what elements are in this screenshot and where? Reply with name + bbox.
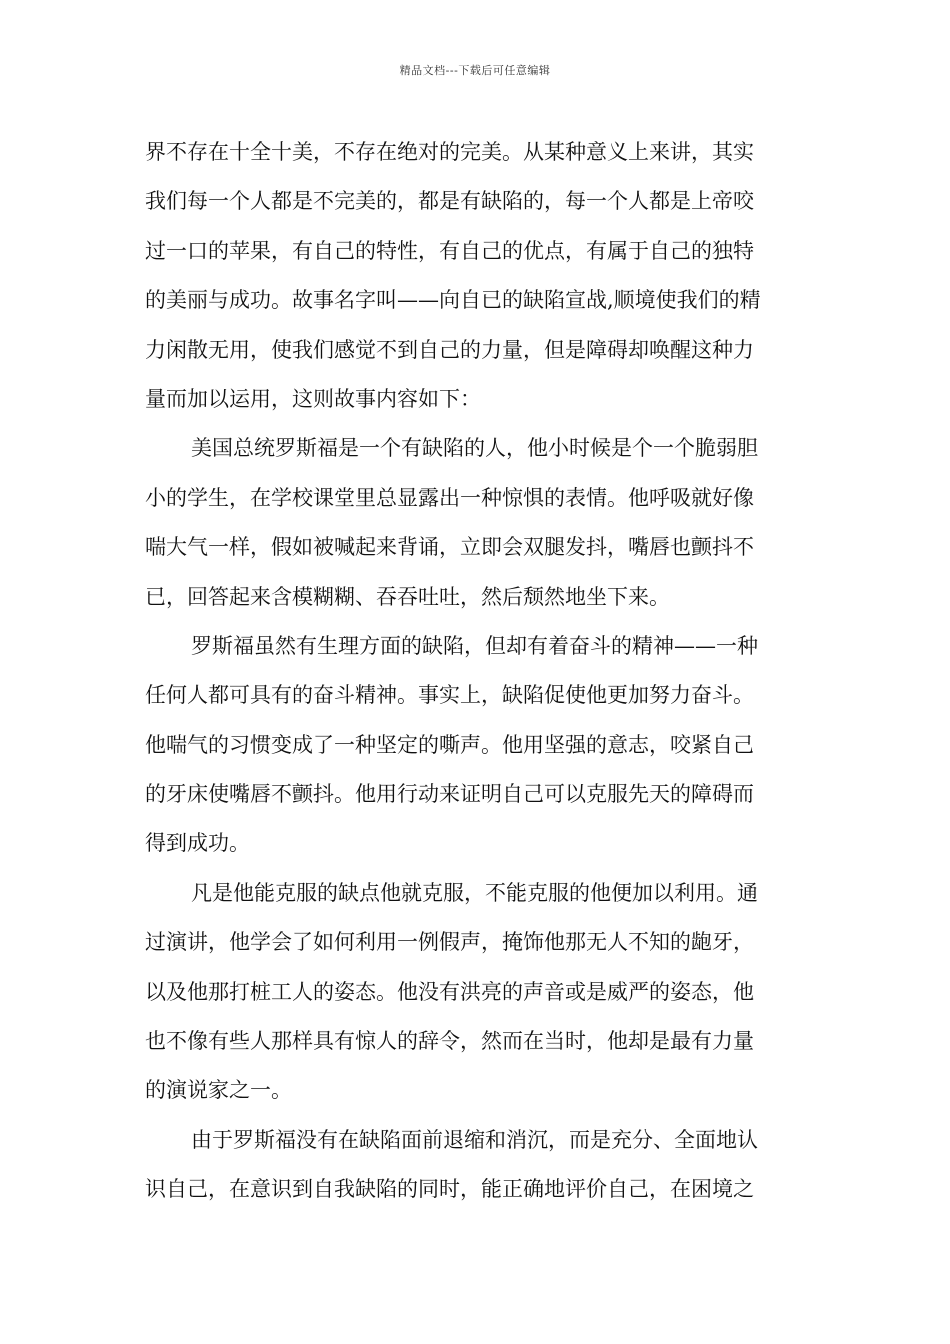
text-line: 凡是他能克服的缺点他就克服，不能克服的他便加以利用。通 [191,880,758,905]
text-line: 美国总统罗斯福是一个有缺陷的人，他小时候是个一个脆弱胆 [191,436,758,461]
text-line: 小的学生，在学校课堂里总显露出一种惊惧的表情。他呼吸就好像 [145,485,754,510]
page-header: 精品文档---下载后可任意编辑 [399,64,551,77]
text-line: 已，回答起来含模糊糊、吞吞吐吐，然后颓然地坐下来。 [145,584,670,609]
text-line: 罗斯福虽然有生理方面的缺陷，但却有着奋斗的精神——一种 [191,633,758,658]
text-line: 喘大气一样，假如被喊起来背诵，立即会双腿发抖，嘴唇也颤抖不 [145,535,754,560]
text-line: 的牙床使嘴唇不颤抖。他用行动来证明自己可以克服先天的障碍而 [145,782,754,807]
text-line: 力闲散无用，使我们感觉不到自己的力量，但是障碍却唤醒这种力 [145,337,754,362]
text-line: 任何人都可具有的奋斗精神。事实上，缺陷促使他更加努力奋斗。 [145,683,754,708]
paragraph-5 [145,1116,810,1215]
text-line: 的演说家之一。 [145,1078,292,1103]
paragraph-3 [145,622,810,869]
text-line: 量而加以运用，这则故事内容如下： [145,386,481,411]
text-line: 由于罗斯福没有在缺陷面前退缩和消沉，而是充分、全面地认 [191,1127,758,1152]
document-body [145,128,810,1215]
text-line: 以及他那打桩工人的姿态。他没有洪亮的声音或是威严的姿态，他 [145,979,754,1004]
text-line: 也不像有些人那样具有惊人的辞令，然而在当时，他却是最有力量 [145,1029,754,1054]
text-line: 识自己，在意识到自我缺陷的同时，能正确地评价自己，在困境之 [145,1177,754,1202]
paragraph-2 [145,424,810,622]
text-line: 界不存在十全十美，不存在绝对的完美。从某种意义上来讲，其实 [145,140,754,164]
text-line: 过演讲，他学会了如何利用一例假声，掩饰他那无人不知的龅牙， [145,930,754,955]
text-line: 的美丽与成功。故事名字叫——向自已的缺陷宣战,顺境使我们的精 [145,288,761,313]
paragraph-1 [145,128,810,424]
text-line: 我们每一个人都是不完美的，都是有缺陷的，每一个人都是上帝咬 [145,189,754,214]
text-line: 他喘气的习惯变成了一种坚定的嘶声。他用坚强的意志，咬紧自己 [145,732,754,757]
text-line: 得到成功。 [145,831,250,856]
text-line: 过一口的苹果，有自己的特性，有自己的优点，有属于自己的独特 [145,238,754,263]
paragraph-4 [145,869,810,1116]
